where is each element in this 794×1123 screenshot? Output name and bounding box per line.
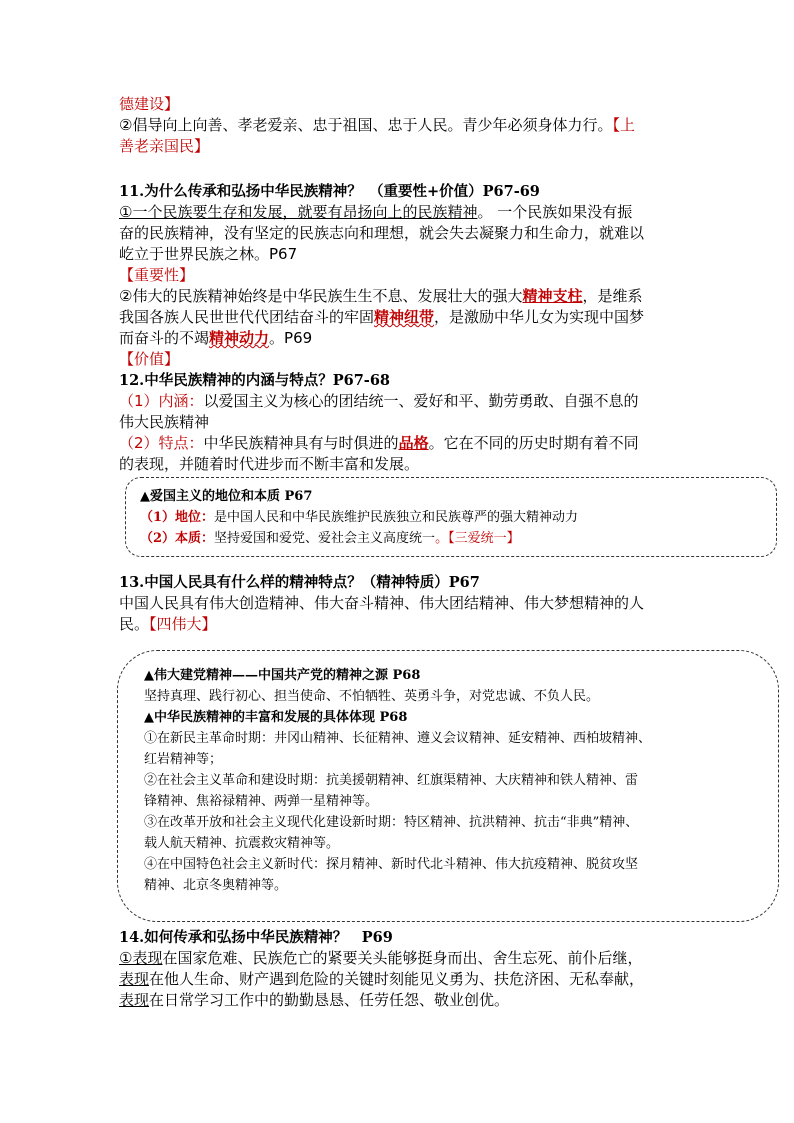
text-line: （1）内涵：以爱国主义为核心的团结统一、爱好和平、勤劳勇敢、自强不息的	[119, 392, 639, 410]
question-13-title: 13.中国人民具有什么样的精神特点？（精神特质）P67	[119, 574, 480, 591]
text-line: 表现在日常学习工作中的勤勤恳恳、任劳任怨、敬业创优。	[119, 991, 510, 1009]
text-line: 善老亲国民】	[119, 137, 210, 155]
box-line: 红岩精神等；	[144, 752, 223, 767]
box-line: ②在社会主义革命和建设时期：抗美援朝精神、红旗渠精神、大庆精神和铁人精神、雷	[144, 773, 639, 788]
box-line: 精神、北京冬奥精神等。	[144, 878, 288, 893]
spirit-box	[117, 650, 779, 922]
text-line: ①一个民族要生存和发展，就要有昂扬向上的民族精神。 一个民族如果没有振	[119, 203, 633, 221]
box-line: ③在改革开放和社会主义现代化建设新时期：特区精神、抗洪精神、抗击“非典”精神、	[144, 815, 639, 830]
box-line: ①在新民主革命时期：井冈山精神、长征精神、遵义会议精神、延安精神、西柏坡精神、	[144, 731, 652, 746]
text-line: 而奋斗的不竭精神动力。P69	[119, 329, 313, 347]
box-line: 坚持真理、践行初心、担当使命、不怕牺牲、英勇斗争，对党忠诚、不负人民。	[144, 689, 600, 704]
text-line: 民。【四伟大】	[119, 615, 217, 633]
tag-label: 【价值】	[119, 350, 180, 368]
text-line: ①表现在国家危难、民族危亡的紧要关头能够挺身而出、舍生忘死、前仆后继，	[119, 949, 643, 967]
text-line: 伟大民族精神	[119, 413, 210, 431]
text-line: 表现在他人生命、财产遇到危险的关键时刻能见义勇为、扶危济困、无私奉献，	[119, 970, 645, 988]
text-line: 德建设】	[119, 95, 180, 113]
question-14-title: 14.如何传承和弘扬中华民族精神？ P69	[119, 929, 393, 946]
text-line: 的表现，并随着时代进步而不断丰富和发展。	[119, 455, 420, 473]
text-line: 我国各族人民世世代代团结奋斗的牢固精神纽带，是激励中华儿女为实现中国梦	[119, 308, 645, 326]
text-line: 中国人民具有伟大创造精神、伟大奋斗精神、伟大团结精神、伟大梦想精神的人	[119, 594, 645, 612]
question-13	[119, 572, 719, 635]
question-11-title: 11.为什么传承和弘扬中华民族精神？ （重要性+价值）P67-69	[119, 183, 540, 200]
box-line: （1）地位：是中国人民和中华民族维护民族独立和民族尊严的强大精神动力	[140, 510, 579, 525]
patriotism-box	[125, 477, 777, 557]
question-14	[119, 927, 719, 1011]
document-page	[119, 94, 699, 475]
text-line: 屹立于世界民族之林。P67	[119, 245, 298, 263]
box-title: ▲爱国主义的地位和本质 P67	[140, 489, 313, 504]
box-title: ▲中华民族精神的丰富和发展的具体体现 P68	[144, 710, 408, 725]
text-line: 奋的民族精神，没有坚定的民族志向和理想，就会失去凝聚力和生命力，就难以	[119, 224, 645, 242]
text-line: ②倡导向上向善、孝老爱亲、忠于祖国、忠于人民。青少年必须身体力行。【上	[119, 116, 635, 134]
box-line: ④在中国特色社会主义新时代：探月精神、新时代北斗精神、伟大抗疫精神、脱贫攻坚	[144, 857, 639, 872]
question-12-title: 12.中华民族精神的内涵与特点？P67-68	[119, 372, 391, 389]
box-line: 载人航天精神、抗震救灾精神等。	[144, 836, 340, 851]
text-line: ②伟大的民族精神始终是中华民族生生不息、发展壮大的强大精神支柱，是维系	[119, 287, 643, 305]
tag-label: 【重要性】	[119, 266, 195, 284]
box-title: ▲伟大建党精神——中国共产党的精神之源 P68	[144, 668, 421, 683]
box-line: （2）本质：坚持爱国和爱党、爱社会主义高度统一。【三爱统一】	[140, 531, 520, 546]
box-line: 锋精神、焦裕禄精神、两弹一星精神等。	[144, 794, 379, 809]
text-line: （2）特点：中华民族精神具有与时俱进的品格。它在不同的历史时期有着不同	[119, 434, 639, 452]
